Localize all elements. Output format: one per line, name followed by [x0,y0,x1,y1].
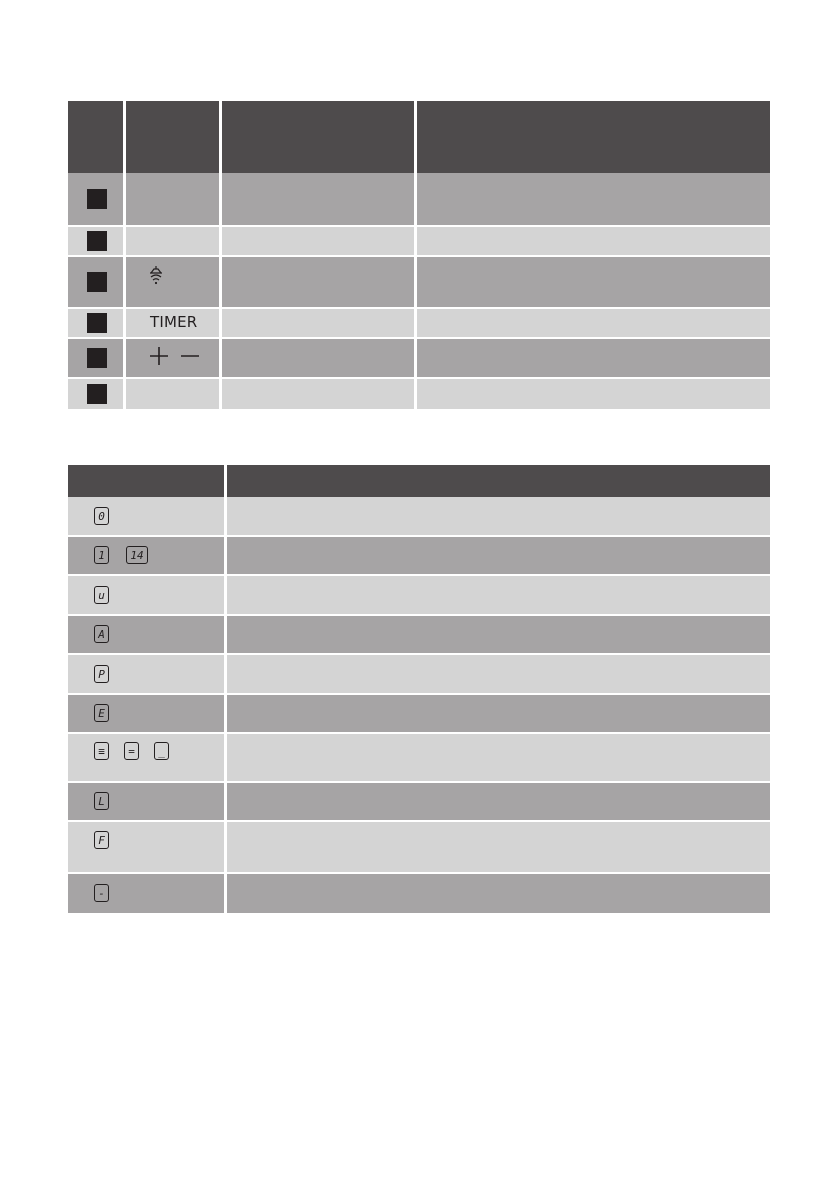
description-cell [417,257,770,307]
header-cell [222,101,414,173]
number-cell [68,379,123,409]
callout-square [87,231,107,251]
table-row [68,655,770,693]
description-cell [227,783,770,820]
symbol-cell [126,309,219,337]
header-cell [227,465,770,497]
display-digit: P [94,665,109,683]
description-cell [227,616,770,653]
function-cell [222,257,414,307]
table-row [68,257,770,307]
header-cell [68,101,123,173]
display-cell [68,874,224,913]
symbol-cell [126,173,219,225]
display-digit: ≡ [94,742,109,760]
display-cell [68,734,224,781]
description-cell [227,874,770,913]
table-row [68,822,770,872]
header-cell [126,101,219,173]
table-row [68,379,770,409]
callout-square [87,189,107,209]
table-header-row [68,465,770,497]
hood-wireless-icon [148,265,164,287]
symbol-cell [126,257,219,307]
table-row [68,537,770,574]
header-cell [417,101,770,173]
number-cell [68,173,123,225]
table-row [68,576,770,614]
display-cell [68,616,224,653]
display-table [68,465,770,913]
description-cell [227,695,770,732]
function-cell [222,227,414,255]
display-cell [68,783,224,820]
description-cell [227,537,770,574]
display-cell [68,537,224,574]
table-row [68,497,770,535]
description-cell [417,173,770,225]
table-row [68,173,770,225]
function-cell [222,309,414,337]
display-digit: _ [154,742,169,760]
display-digit: 1 [94,546,109,564]
minus-icon [180,346,200,366]
display-digit: F [94,831,109,849]
display-digit: 0 [94,507,109,525]
description-cell [417,339,770,377]
plus-icon [149,346,169,366]
header-cell [68,465,224,497]
display-cell [68,497,224,535]
table-row [68,227,770,255]
function-cell [222,339,414,377]
symbol-cell [126,379,219,409]
function-cell [222,173,414,225]
table-row [68,339,770,377]
table-row [68,874,770,913]
description-cell [227,576,770,614]
description-cell [417,309,770,337]
function-cell [222,379,414,409]
table-row [68,783,770,820]
display-cell [68,695,224,732]
callout-square [87,272,107,292]
number-cell [68,227,123,255]
description-cell [227,497,770,535]
callout-square [87,348,107,368]
controls-table [68,101,770,409]
table-header-row [68,101,770,173]
display-digit: = [124,742,139,760]
callout-square [87,384,107,404]
display-digit: u [94,586,109,604]
table-row [68,616,770,653]
number-cell [68,339,123,377]
symbol-cell [126,339,219,377]
timer-label: TIMER [150,313,198,331]
display-digit: E [94,704,109,722]
table-row [68,695,770,732]
number-cell [68,309,123,337]
display-cell [68,655,224,693]
description-cell [227,655,770,693]
callout-square [87,313,107,333]
number-cell [68,257,123,307]
description-cell [417,227,770,255]
description-cell [227,822,770,872]
display-cell [68,822,224,872]
description-cell [417,379,770,409]
symbol-cell [126,227,219,255]
display-digit: A [94,625,109,643]
display-digit: - [94,884,109,902]
table-row [68,309,770,337]
table-row [68,734,770,781]
display-cell [68,576,224,614]
display-digit: 14 [126,546,148,564]
display-digit: L [94,792,109,810]
description-cell [227,734,770,781]
